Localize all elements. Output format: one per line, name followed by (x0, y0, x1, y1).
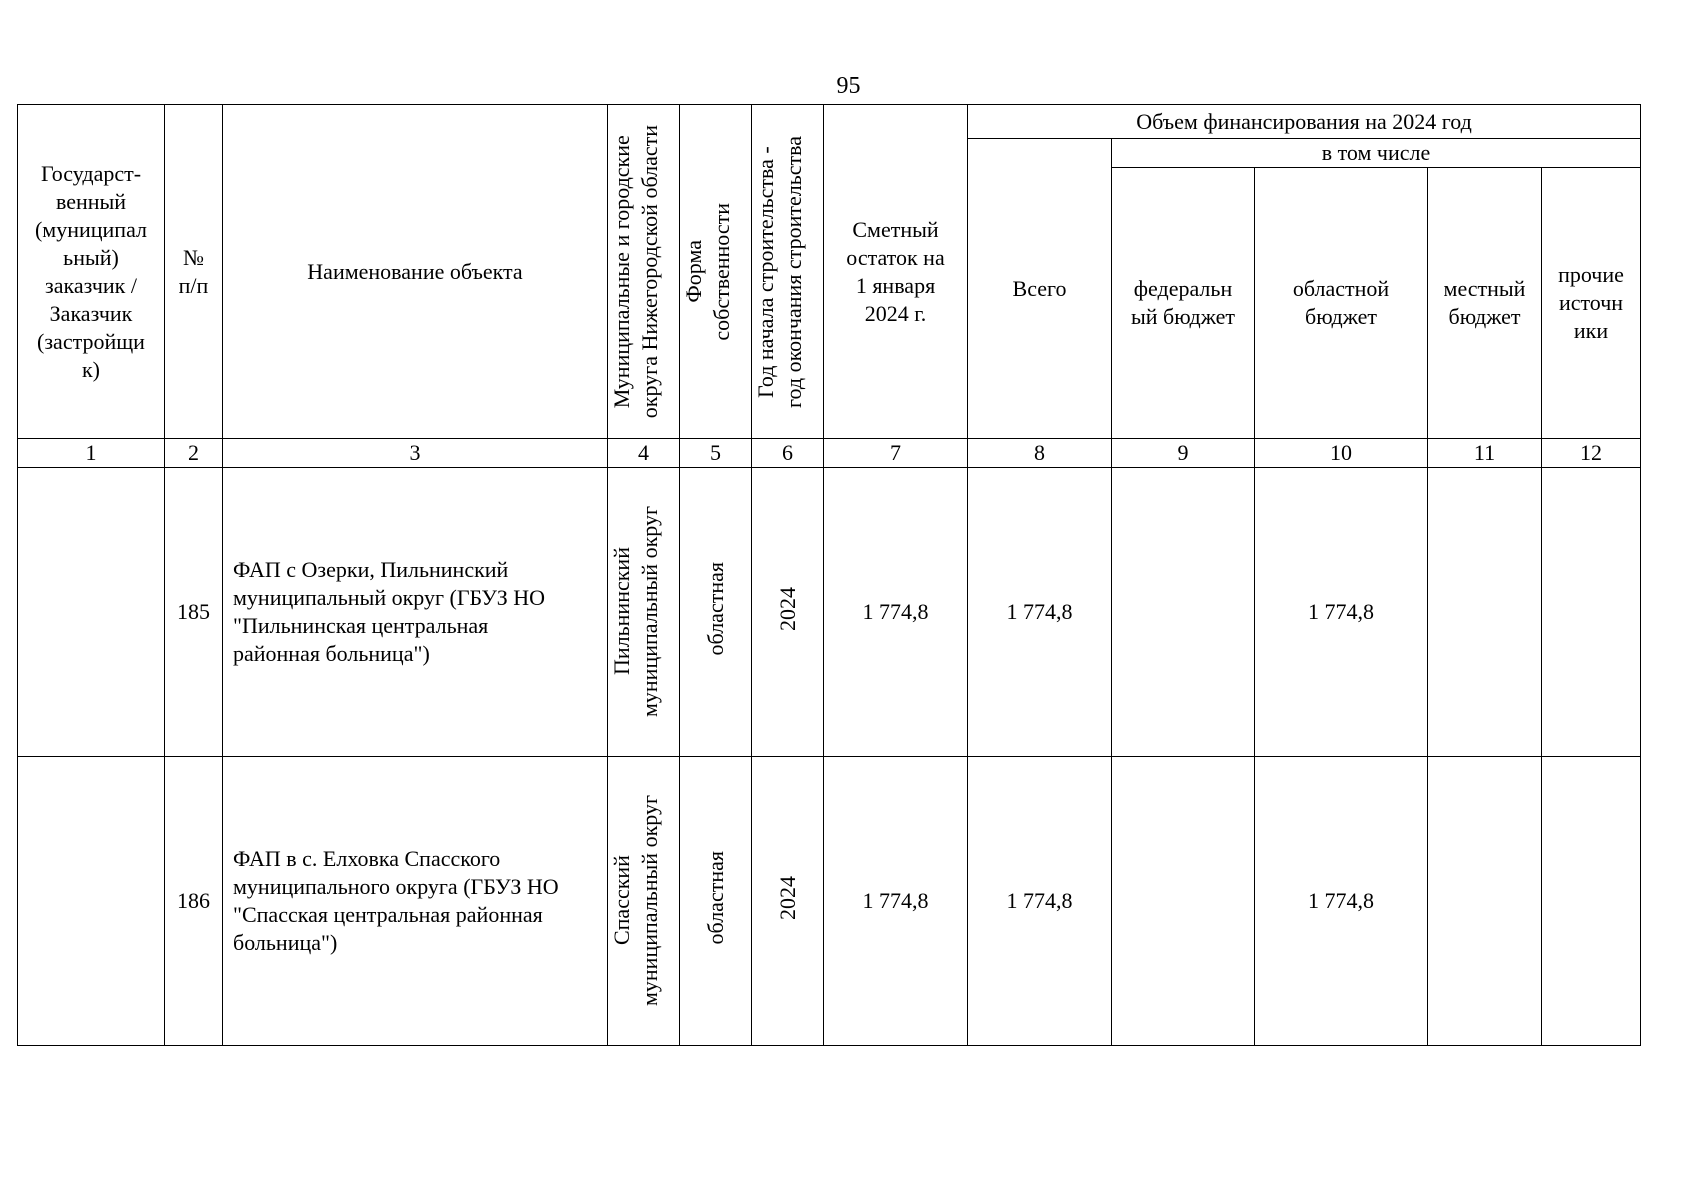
header-funding-title: Объем финансирования на 2024 год (968, 105, 1641, 139)
column-number: 7 (824, 439, 968, 468)
row-federal (1112, 468, 1255, 757)
row-years: 2024 (752, 468, 824, 757)
row-estimate-balance: 1 774,8 (824, 468, 968, 757)
row-number: 186 (165, 757, 223, 1046)
header-ownership: Форма собственности (680, 105, 752, 439)
header-row-1 (18, 105, 1641, 139)
row-regional: 1 774,8 (1255, 468, 1428, 757)
column-number: 8 (968, 439, 1112, 468)
row-ownership: областная (680, 468, 752, 757)
row-total: 1 774,8 (968, 468, 1112, 757)
page-number: 95 (836, 73, 861, 99)
header-estimate-balance: Сметный остаток на 1 января 2024 г. (824, 105, 968, 439)
row-object-name: ФАП в с. Елховка Спасского муниципального округа (ГБУЗ НО "Спасская центральная районная больница") (223, 757, 608, 1046)
row-total: 1 774,8 (968, 757, 1112, 1046)
column-number: 9 (1112, 439, 1255, 468)
row-local (1428, 468, 1542, 757)
header-years: Год начала строительства - год окончания строительства (752, 105, 824, 439)
column-number: 12 (1542, 439, 1641, 468)
header-regional: областной бюджет (1255, 168, 1428, 439)
header-including: в том числе (1112, 139, 1641, 168)
row-other (1542, 468, 1641, 757)
column-number: 1 (18, 439, 165, 468)
header-total: Всего (968, 139, 1112, 439)
header-local: местный бюджет (1428, 168, 1542, 439)
header-number: № п/п (165, 105, 223, 439)
table-row (18, 757, 1641, 1046)
financing-table (17, 104, 1641, 1046)
row-object-name: ФАП с Озерки, Пильнинский муниципальный округ (ГБУЗ НО "Пильнинская центральная районная больница") (223, 468, 608, 757)
column-number: 10 (1255, 439, 1428, 468)
row-municipality: Пильнинский муниципальный округ (608, 468, 680, 757)
row-local (1428, 757, 1542, 1046)
row-number: 185 (165, 468, 223, 757)
row-customer (18, 757, 165, 1046)
column-number: 5 (680, 439, 752, 468)
header-object-name: Наименование объекта (223, 105, 608, 439)
header-other: прочие источн ики (1542, 168, 1641, 439)
row-federal (1112, 757, 1255, 1046)
header-customer: Государст- венный (муниципал ьный) заказчик / Заказчик (застройщи к) (18, 105, 165, 439)
row-ownership: областная (680, 757, 752, 1046)
row-municipality: Спасский муниципальный округ (608, 757, 680, 1046)
column-number: 11 (1428, 439, 1542, 468)
row-customer (18, 468, 165, 757)
header-federal: федеральн ый бюджет (1112, 168, 1255, 439)
column-numbers-row (18, 439, 1641, 468)
column-number: 4 (608, 439, 680, 468)
row-estimate-balance: 1 774,8 (824, 757, 968, 1046)
row-other (1542, 757, 1641, 1046)
row-years: 2024 (752, 757, 824, 1046)
header-municipality: Муниципальные и городские округа Нижегородской области (608, 105, 680, 439)
column-number: 2 (165, 439, 223, 468)
row-regional: 1 774,8 (1255, 757, 1428, 1046)
column-number: 6 (752, 439, 824, 468)
column-number: 3 (223, 439, 608, 468)
table-row (18, 468, 1641, 757)
